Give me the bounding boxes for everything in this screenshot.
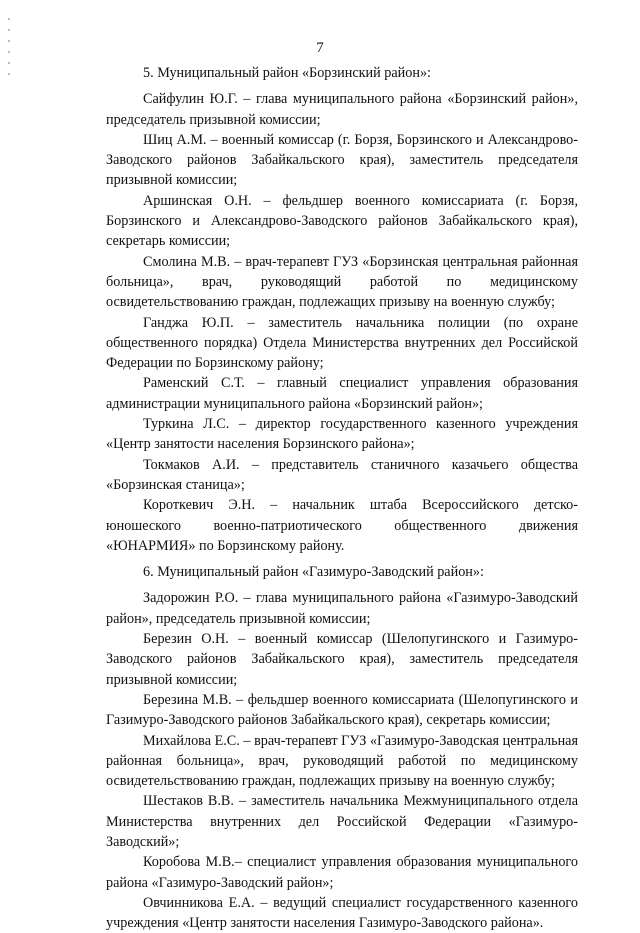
member-entry: Ганджа Ю.П. – заместитель начальника полиции (по охране общественного порядка) Отдела Министерства внутренних дел Российской Федерации по Борзинскому району;: [106, 314, 578, 372]
member-entry: Сайфулин Ю.Г. – глава муниципального района «Борзинский район», председатель призывной комиссии;: [106, 91, 578, 128]
member-entry: Токмаков А.И. – представитель станичного казачьего общества «Борзинская станица»;: [106, 456, 578, 493]
member-entry: Коробова М.В.– специалист управления образования муниципального района «Газимуро-Заводский район»;: [106, 854, 578, 891]
member-entry: Туркина Л.С. – директор государственного казенного учреждения «Центр занятости населения Борзинского района»;: [106, 416, 578, 453]
member-entry: Короткевич Э.Н. – начальник штаба Всероссийского детско-юношеского военно-патриотического общественного движения «ЮНАРМИЯ» по Борзинскому району.: [106, 497, 578, 554]
member-entry: Овчинникова Е.А. – ведущий специалист государственного казенного учреждения «Центр занятости населения Газимуро-Заводского района».: [106, 894, 578, 932]
member-entry: Шестаков В.В. – заместитель начальника Межмуниципального отдела Министерства внутренних дел Российской Федерации «Газимуро-Заводский»;: [106, 793, 578, 850]
section-heading: 5. Муниципальный район «Борзинский район»:: [143, 65, 431, 81]
member-entry: Задорожин Р.О. – глава муниципального района «Газимуро-Заводский район», председатель призывной комиссии;: [106, 590, 578, 627]
member-entry: Смолина М.В. – врач-терапевт ГУЗ «Борзинская центральная районная больница», врач, руководящий работой по медицинскому освидетельствованию граждан, подлежащих призыву на военную службу;: [106, 253, 578, 311]
member-entry: Шиц А.М. – военный комиссар (г. Борзя, Борзинского и Александрово-Заводского районов Забайкальского края), заместитель председателя призывной комиссии;: [106, 131, 578, 189]
member-entry: Раменский С.Т. – главный специалист управления образования администрации муниципального района «Борзинский район»;: [106, 375, 578, 412]
scan-mark: [8, 62, 10, 64]
document-body: [106, 63, 578, 933]
member-entry: Аршинская О.Н. – фельдшер военного комиссариата (г. Борзя, Борзинского и Александрово-Заводского районов Забайкальского края), секретарь комиссии;: [106, 192, 578, 250]
page-number: 7: [316, 40, 324, 56]
scan-mark: [8, 29, 10, 31]
member-entry: Березин О.Н. – военный комиссар (Шелопугинского и Газимуро-Заводского районов Забайкальского края), заместитель председателя призывной комиссии;: [106, 631, 578, 688]
member-entry: Березина М.В. – фельдшер военного комиссариата (Шелопугинского и Газимуро-Заводского районов Забайкальского края), секретарь комиссии;: [106, 691, 578, 729]
scan-mark: [8, 73, 10, 75]
section-heading: 6. Муниципальный район «Газимуро-Заводский район»:: [143, 564, 484, 581]
member-entry: Михайлова Е.С. – врач-терапевт ГУЗ «Газимуро-Заводская центральная районная больница», врач, руководящий работой по медицинскому освидетельствованию граждан, подлежащих призыву на военную службу;: [106, 732, 578, 790]
scan-mark: [8, 18, 10, 20]
